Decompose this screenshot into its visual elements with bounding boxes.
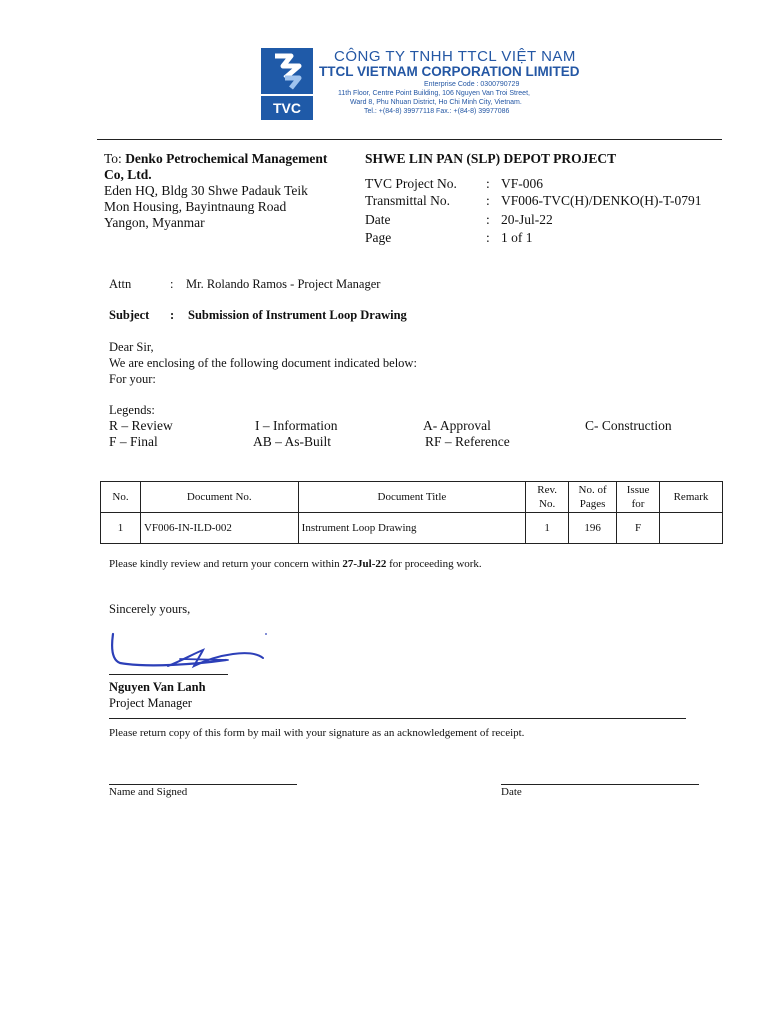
company-name-vn: CÔNG TY TNHH TTCL VIỆT NAM [334, 48, 576, 65]
cell-document-title: Instrument Loop Drawing [298, 513, 526, 544]
recipient-name-2: Co, Ltd. [104, 167, 152, 182]
signature-line [109, 674, 228, 675]
col-header-no: No. [101, 482, 141, 513]
signature-image [108, 630, 273, 675]
greeting: Dear Sir, [109, 340, 154, 354]
company-address-1: 11th Floor, Centre Point Building, 106 Nguyen Van Troi Street, [338, 90, 530, 97]
date-label: Date [501, 786, 522, 798]
legend-as-built: AB – As-Built [253, 434, 332, 449]
legends-title: Legends: [109, 403, 155, 417]
project-colon-0: : [486, 176, 490, 191]
company-name-en: TTCL VIETNAM CORPORATION LIMITED [319, 64, 580, 79]
subject-colon: : [170, 308, 175, 322]
logo-swirl-icon [261, 48, 313, 96]
project-label-2: Date [365, 212, 391, 227]
recipient-name-1: Denko Petrochemical Management [125, 151, 328, 166]
header-divider [97, 139, 722, 140]
project-value-0: VF-006 [501, 176, 544, 191]
acknowledgement-note: Please return copy of this form by mail with your signature as an acknowledgement of receipt. [109, 727, 525, 739]
cell-issue-for: F [617, 513, 660, 544]
col-header-pages: No. of Pages [569, 482, 617, 513]
attn-value: Mr. Rolando Ramos - Project Manager [186, 277, 381, 291]
subject-value: Submission of Instrument Loop Drawing [188, 308, 407, 322]
review-deadline: 27-Jul-22 [342, 558, 387, 570]
project-colon-3: : [486, 230, 490, 245]
body-line-1: We are enclosing of the following document indicated below: [109, 356, 417, 370]
review-request-pre: Please kindly review and return your concern within [109, 558, 343, 570]
project-colon-1: : [486, 193, 490, 208]
col-header-document-no: Document No. [140, 482, 298, 513]
project-value-3: 1 of 1 [501, 230, 533, 245]
project-title: SHWE LIN PAN (SLP) DEPOT PROJECT [365, 151, 617, 166]
signer-title: Project Manager [109, 696, 192, 710]
legend-construction: C- Construction [585, 418, 672, 433]
project-label-1: Transmittal No. [365, 193, 451, 208]
body-line-2: For your: [109, 372, 156, 386]
legend-information: I – Information [255, 418, 338, 433]
closing-salutation: Sincerely yours, [109, 602, 191, 616]
project-value-2: 20-Jul-22 [501, 212, 553, 227]
review-request-post: for proceeding work. [386, 558, 482, 570]
table-row [101, 513, 723, 544]
enterprise-code: Enterprise Code : 0300790729 [424, 81, 520, 88]
company-contact: Tel.: +(84-8) 39977118 Fax.: +(84-8) 39977086 [364, 108, 510, 115]
legend-review: R – Review [109, 418, 173, 433]
attn-label: Attn [109, 277, 132, 291]
acknowledgement-divider [109, 718, 686, 719]
cell-remark [660, 513, 723, 544]
cell-rev-no: 1 [526, 513, 569, 544]
table-header-row [101, 482, 723, 513]
cell-document-no: VF006-IN-ILD-002 [140, 513, 298, 544]
legend-approval: A- Approval [423, 418, 491, 433]
col-header-issue-for: Issue for [617, 482, 660, 513]
recipient-address-1: Eden HQ, Bldg 30 Shwe Padauk Teik [104, 183, 308, 198]
name-signed-line [109, 784, 297, 785]
project-label-3: Page [365, 230, 392, 245]
signer-name: Nguyen Van Lanh [109, 680, 206, 694]
project-label-0: TVC Project No. [365, 176, 457, 191]
company-logo [261, 48, 313, 120]
date-line [501, 784, 699, 785]
company-address-2: Ward 8, Phu Nhuan District, Ho Chi Minh City, Vietnam. [350, 99, 522, 106]
project-colon-2: : [486, 212, 490, 227]
cell-no: 1 [101, 513, 141, 544]
col-header-rev-no: Rev. No. [526, 482, 569, 513]
attn-colon: : [170, 277, 174, 291]
project-value-1: VF006-TVC(H)/DENKO(H)-T-0791 [501, 193, 702, 208]
legend-reference: RF – Reference [425, 434, 510, 449]
cell-pages: 196 [569, 513, 617, 544]
to-label: To: [104, 151, 122, 166]
recipient-address-3: Yangon, Myanmar [104, 215, 205, 230]
review-request [109, 558, 482, 570]
logo-text: TVC [261, 94, 313, 120]
recipient-line-1 [104, 151, 327, 167]
legend-final: F – Final [109, 434, 158, 449]
name-signed-label: Name and Signed [109, 786, 188, 798]
col-header-remark: Remark [660, 482, 723, 513]
document-table [100, 481, 723, 544]
recipient-address-2: Mon Housing, Bayintnaung Road [104, 199, 287, 214]
subject-label: Subject [109, 308, 150, 322]
col-header-document-title: Document Title [298, 482, 526, 513]
